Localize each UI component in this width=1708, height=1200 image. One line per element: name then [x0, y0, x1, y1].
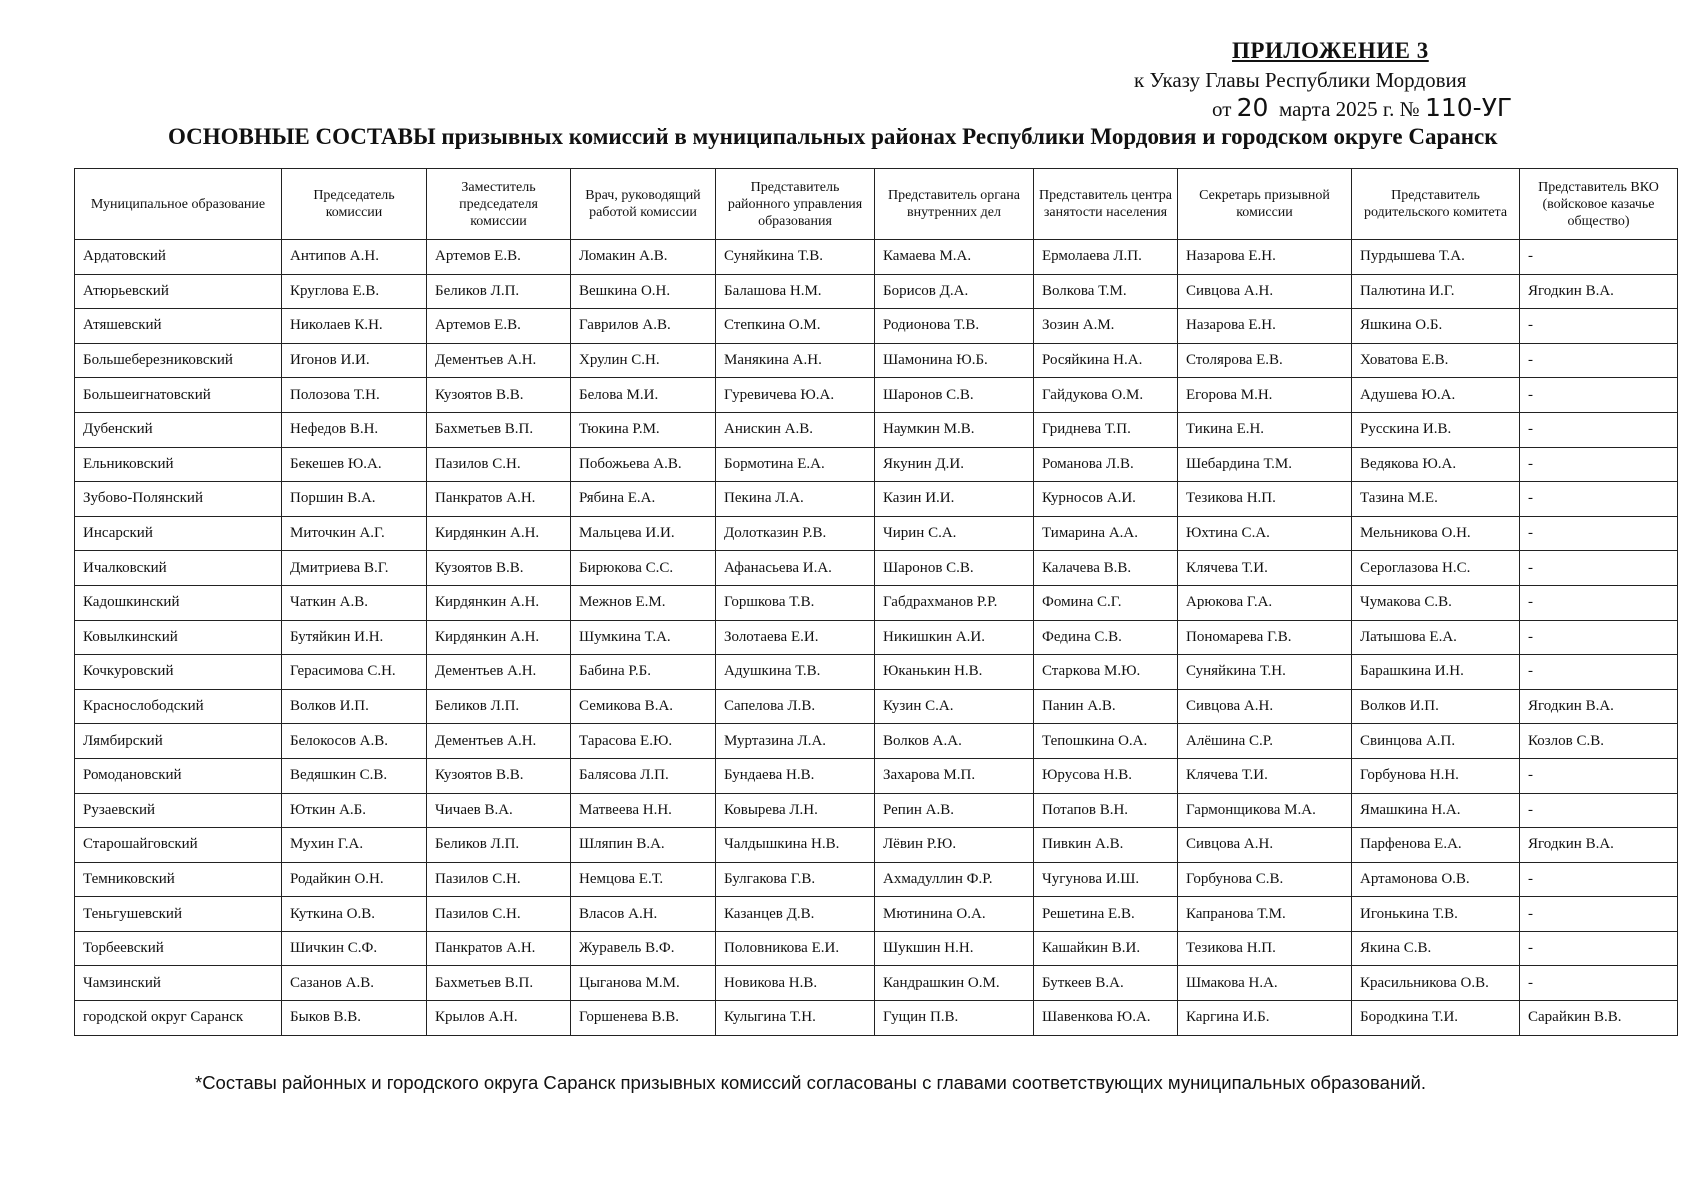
- table-row: [75, 724, 1678, 759]
- date-rest: марта 2025 г. №: [1278, 97, 1420, 121]
- member-cell: Балашова Н.М.: [716, 274, 875, 309]
- member-cell: Кирдянкин А.Н.: [427, 585, 571, 620]
- date-prefix: от: [1212, 97, 1232, 121]
- member-cell: Пекина Л.А.: [716, 482, 875, 517]
- member-cell: Зозин А.М.: [1034, 309, 1178, 344]
- municipality-cell: Чамзинский: [75, 966, 282, 1001]
- municipality-cell: Темниковский: [75, 862, 282, 897]
- member-cell: Долотказин Р.В.: [716, 516, 875, 551]
- member-cell: Вешкина О.Н.: [571, 274, 716, 309]
- table-row: [75, 274, 1678, 309]
- member-cell: Чалдышкина Н.В.: [716, 828, 875, 863]
- member-cell: Борисов Д.А.: [875, 274, 1034, 309]
- member-cell: Новикова Н.В.: [716, 966, 875, 1001]
- table-row: [75, 309, 1678, 344]
- member-cell: Белова М.И.: [571, 378, 716, 413]
- table-row: [75, 516, 1678, 551]
- member-cell: Волков И.П.: [1352, 689, 1520, 724]
- member-cell: Дементьев А.Н.: [427, 655, 571, 690]
- column-header: Заместитель председателя комиссии: [427, 169, 571, 240]
- member-cell: -: [1520, 551, 1678, 586]
- municipality-cell: Атяшевский: [75, 309, 282, 344]
- member-cell: Межнов Е.М.: [571, 585, 716, 620]
- municipality-cell: Инсарский: [75, 516, 282, 551]
- member-cell: Горшкова Т.В.: [716, 585, 875, 620]
- table-row: [75, 897, 1678, 932]
- member-cell: Степкина О.М.: [716, 309, 875, 344]
- member-cell: -: [1520, 620, 1678, 655]
- decree-date-line: [1212, 93, 1512, 122]
- member-cell: Побожьева А.В.: [571, 447, 716, 482]
- member-cell: Мельникова О.Н.: [1352, 516, 1520, 551]
- member-cell: Гриднева Т.П.: [1034, 412, 1178, 447]
- member-cell: Тезикова Н.П.: [1178, 482, 1352, 517]
- table-row: [75, 689, 1678, 724]
- member-cell: Бахметьев В.П.: [427, 966, 571, 1001]
- member-cell: Назарова Е.Н.: [1178, 240, 1352, 275]
- table-row: [75, 655, 1678, 690]
- member-cell: Бабина Р.Б.: [571, 655, 716, 690]
- table-row: [75, 862, 1678, 897]
- member-cell: Палютина И.Г.: [1352, 274, 1520, 309]
- member-cell: Юканькин Н.В.: [875, 655, 1034, 690]
- member-cell: Пономарева Г.В.: [1178, 620, 1352, 655]
- municipality-cell: Дубенский: [75, 412, 282, 447]
- member-cell: Артемов Е.В.: [427, 240, 571, 275]
- member-cell: -: [1520, 447, 1678, 482]
- member-cell: Ягодкин В.А.: [1520, 828, 1678, 863]
- member-cell: Беликов Л.П.: [427, 274, 571, 309]
- member-cell: Юрусова Н.В.: [1034, 758, 1178, 793]
- member-cell: Дементьев А.Н.: [427, 343, 571, 378]
- date-day: 20: [1236, 93, 1269, 122]
- appendix-title: ПРИЛОЖЕНИЕ 3: [1232, 38, 1429, 63]
- member-cell: Герасимова С.Н.: [282, 655, 427, 690]
- member-cell: Красильникова О.В.: [1352, 966, 1520, 1001]
- table-row: [75, 758, 1678, 793]
- column-header: Муниципальное образование: [75, 169, 282, 240]
- member-cell: -: [1520, 793, 1678, 828]
- member-cell: Афанасьева И.А.: [716, 551, 875, 586]
- member-cell: Кашайкин В.И.: [1034, 931, 1178, 966]
- member-cell: Бормотина Е.А.: [716, 447, 875, 482]
- member-cell: Репин А.В.: [875, 793, 1034, 828]
- member-cell: Захарова М.П.: [875, 758, 1034, 793]
- member-cell: Кузоятов В.В.: [427, 378, 571, 413]
- column-header: Представитель районного управления образования: [716, 169, 875, 240]
- member-cell: Журавель В.Ф.: [571, 931, 716, 966]
- member-cell: Латышова Е.А.: [1352, 620, 1520, 655]
- member-cell: Чаткин А.В.: [282, 585, 427, 620]
- member-cell: Тепошкина О.А.: [1034, 724, 1178, 759]
- member-cell: Дмитриева В.Г.: [282, 551, 427, 586]
- member-cell: Назарова Е.Н.: [1178, 309, 1352, 344]
- table-row: [75, 931, 1678, 966]
- member-cell: Чичаев В.А.: [427, 793, 571, 828]
- member-cell: Рябина Е.А.: [571, 482, 716, 517]
- member-cell: Адушкина Т.В.: [716, 655, 875, 690]
- municipality-cell: Торбеевский: [75, 931, 282, 966]
- member-cell: Шавенкова Ю.А.: [1034, 1001, 1178, 1036]
- member-cell: Тикина Е.Н.: [1178, 412, 1352, 447]
- table-row: [75, 1001, 1678, 1036]
- member-cell: Пазилов С.Н.: [427, 862, 571, 897]
- member-cell: Шичкин С.Ф.: [282, 931, 427, 966]
- member-cell: -: [1520, 412, 1678, 447]
- member-cell: Сазанов А.В.: [282, 966, 427, 1001]
- column-header: Представитель органа внутренних дел: [875, 169, 1034, 240]
- member-cell: Столярова Е.В.: [1178, 343, 1352, 378]
- member-cell: -: [1520, 758, 1678, 793]
- municipality-cell: Кочкуровский: [75, 655, 282, 690]
- member-cell: Нефедов В.Н.: [282, 412, 427, 447]
- table-row: [75, 240, 1678, 275]
- member-cell: Панкратов А.Н.: [427, 931, 571, 966]
- municipality-cell: Рузаевский: [75, 793, 282, 828]
- member-cell: Гущин П.В.: [875, 1001, 1034, 1036]
- member-cell: Чумакова С.В.: [1352, 585, 1520, 620]
- member-cell: Шаронов С.В.: [875, 551, 1034, 586]
- member-cell: Габдрахманов Р.Р.: [875, 585, 1034, 620]
- column-header: Врач, руководящий работой комиссии: [571, 169, 716, 240]
- member-cell: Ломакин А.В.: [571, 240, 716, 275]
- member-cell: Куткина О.В.: [282, 897, 427, 932]
- member-cell: Алёшина С.Р.: [1178, 724, 1352, 759]
- member-cell: Бекешев Ю.А.: [282, 447, 427, 482]
- member-cell: Шаронов С.В.: [875, 378, 1034, 413]
- table-row: [75, 378, 1678, 413]
- member-cell: Дементьев А.Н.: [427, 724, 571, 759]
- member-cell: Казин И.И.: [875, 482, 1034, 517]
- table-row: [75, 620, 1678, 655]
- member-cell: Калачева В.В.: [1034, 551, 1178, 586]
- member-cell: -: [1520, 240, 1678, 275]
- member-cell: Фомина С.Г.: [1034, 585, 1178, 620]
- member-cell: Буткеев В.А.: [1034, 966, 1178, 1001]
- member-cell: Шебардина Т.М.: [1178, 447, 1352, 482]
- municipality-cell: Атюрьевский: [75, 274, 282, 309]
- member-cell: Ермолаева Л.П.: [1034, 240, 1178, 275]
- member-cell: Ховатова Е.В.: [1352, 343, 1520, 378]
- member-cell: Антипов А.Н.: [282, 240, 427, 275]
- member-cell: Кирдянкин А.Н.: [427, 516, 571, 551]
- member-cell: Беликов Л.П.: [427, 828, 571, 863]
- member-cell: Бахметьев В.П.: [427, 412, 571, 447]
- member-cell: Ямашкина Н.А.: [1352, 793, 1520, 828]
- member-cell: -: [1520, 516, 1678, 551]
- member-cell: Игонькина Т.В.: [1352, 897, 1520, 932]
- member-cell: Потапов В.Н.: [1034, 793, 1178, 828]
- member-cell: Волков И.П.: [282, 689, 427, 724]
- member-cell: Булгакова Г.В.: [716, 862, 875, 897]
- member-cell: Ахмадуллин Ф.Р.: [875, 862, 1034, 897]
- member-cell: -: [1520, 966, 1678, 1001]
- table-row: [75, 828, 1678, 863]
- member-cell: Парфенова Е.А.: [1352, 828, 1520, 863]
- member-cell: -: [1520, 343, 1678, 378]
- member-cell: Горбунова Н.Н.: [1352, 758, 1520, 793]
- member-cell: Семикова В.А.: [571, 689, 716, 724]
- member-cell: -: [1520, 655, 1678, 690]
- member-cell: Суняйкина Т.В.: [716, 240, 875, 275]
- member-cell: Артамонова О.В.: [1352, 862, 1520, 897]
- commission-table: [74, 168, 1678, 1036]
- member-cell: Курносов А.И.: [1034, 482, 1178, 517]
- municipality-cell: Старошайговский: [75, 828, 282, 863]
- municipality-cell: Зубово-Полянский: [75, 482, 282, 517]
- member-cell: Наумкин М.В.: [875, 412, 1034, 447]
- member-cell: Кузоятов В.В.: [427, 551, 571, 586]
- decree-reference: к Указу Главы Республики Мордовия: [1134, 68, 1467, 92]
- municipality-cell: Большеберезниковский: [75, 343, 282, 378]
- member-cell: Шляпин В.А.: [571, 828, 716, 863]
- member-cell: Сапелова Л.В.: [716, 689, 875, 724]
- municipality-cell: Ковылкинский: [75, 620, 282, 655]
- member-cell: Егорова М.Н.: [1178, 378, 1352, 413]
- member-cell: Козлов С.В.: [1520, 724, 1678, 759]
- member-cell: Никишкин А.И.: [875, 620, 1034, 655]
- member-cell: Клячева Т.И.: [1178, 551, 1352, 586]
- member-cell: Ягодкин В.А.: [1520, 689, 1678, 724]
- member-cell: Николаев К.Н.: [282, 309, 427, 344]
- table-row: [75, 343, 1678, 378]
- member-cell: Решетина Е.В.: [1034, 897, 1178, 932]
- member-cell: Мальцева И.И.: [571, 516, 716, 551]
- column-header: Председатель комиссии: [282, 169, 427, 240]
- member-cell: Артемов Е.В.: [427, 309, 571, 344]
- footnote: *Составы районных и городского округа Саранск призывных комиссий согласованы с главами соответствующих муниципальных образований.: [195, 1072, 1426, 1093]
- member-cell: Золотаева Е.И.: [716, 620, 875, 655]
- table-row: [75, 793, 1678, 828]
- member-cell: Романова Л.В.: [1034, 447, 1178, 482]
- member-cell: Волков А.А.: [875, 724, 1034, 759]
- municipality-cell: городской округ Саранск: [75, 1001, 282, 1036]
- member-cell: Матвеева Н.Н.: [571, 793, 716, 828]
- decree-number: 110-УГ: [1424, 93, 1513, 122]
- member-cell: Якина С.В.: [1352, 931, 1520, 966]
- member-cell: Балясова Л.П.: [571, 758, 716, 793]
- member-cell: Тимарина А.А.: [1034, 516, 1178, 551]
- member-cell: Гуревичева Ю.А.: [716, 378, 875, 413]
- table-row: [75, 585, 1678, 620]
- member-cell: Полозова Т.Н.: [282, 378, 427, 413]
- member-cell: Власов А.Н.: [571, 897, 716, 932]
- member-cell: Сивцова А.Н.: [1178, 689, 1352, 724]
- member-cell: Белокосов А.В.: [282, 724, 427, 759]
- member-cell: Камаева М.А.: [875, 240, 1034, 275]
- member-cell: Адушева Ю.А.: [1352, 378, 1520, 413]
- table-row: [75, 551, 1678, 586]
- member-cell: Росяйкина Н.А.: [1034, 343, 1178, 378]
- member-cell: Свинцова А.П.: [1352, 724, 1520, 759]
- member-cell: -: [1520, 585, 1678, 620]
- municipality-cell: Большеигнатовский: [75, 378, 282, 413]
- table-row: [75, 447, 1678, 482]
- municipality-cell: Ромодановский: [75, 758, 282, 793]
- member-cell: Половникова Е.И.: [716, 931, 875, 966]
- member-cell: Пазилов С.Н.: [427, 897, 571, 932]
- table-body: [75, 240, 1678, 1036]
- member-cell: Яшкина О.Б.: [1352, 309, 1520, 344]
- member-cell: Юхтина С.А.: [1178, 516, 1352, 551]
- member-cell: Родайкин О.Н.: [282, 862, 427, 897]
- member-cell: Казанцев Д.В.: [716, 897, 875, 932]
- member-cell: Гайдукова О.М.: [1034, 378, 1178, 413]
- member-cell: Бутяйкин И.Н.: [282, 620, 427, 655]
- member-cell: Тюкина Р.М.: [571, 412, 716, 447]
- member-cell: Цыганова М.М.: [571, 966, 716, 1001]
- member-cell: Тезикова Н.П.: [1178, 931, 1352, 966]
- member-cell: Волкова Т.М.: [1034, 274, 1178, 309]
- member-cell: Клячева Т.И.: [1178, 758, 1352, 793]
- member-cell: -: [1520, 482, 1678, 517]
- member-cell: Горбунова С.В.: [1178, 862, 1352, 897]
- table-row: [75, 412, 1678, 447]
- member-cell: Ягодкин В.А.: [1520, 274, 1678, 309]
- member-cell: Якунин Д.И.: [875, 447, 1034, 482]
- member-cell: Барашкина И.Н.: [1352, 655, 1520, 690]
- member-cell: Арюкова Г.А.: [1178, 585, 1352, 620]
- member-cell: Кирдянкин А.Н.: [427, 620, 571, 655]
- column-header: Представитель центра занятости населения: [1034, 169, 1178, 240]
- municipality-cell: Ельниковский: [75, 447, 282, 482]
- member-cell: Кулыгина Т.Н.: [716, 1001, 875, 1036]
- member-cell: Пивкин А.В.: [1034, 828, 1178, 863]
- member-cell: Миточкин А.Г.: [282, 516, 427, 551]
- member-cell: Русскина И.В.: [1352, 412, 1520, 447]
- member-cell: Пазилов С.Н.: [427, 447, 571, 482]
- member-cell: Бородкина Т.И.: [1352, 1001, 1520, 1036]
- member-cell: Бирюкова С.С.: [571, 551, 716, 586]
- member-cell: Горшенева В.В.: [571, 1001, 716, 1036]
- member-cell: Хрулин С.Н.: [571, 343, 716, 378]
- table-row: [75, 482, 1678, 517]
- municipality-cell: Краснослободский: [75, 689, 282, 724]
- member-cell: Немцова Е.Т.: [571, 862, 716, 897]
- member-cell: Чугунова И.Ш.: [1034, 862, 1178, 897]
- member-cell: Гармонщикова М.А.: [1178, 793, 1352, 828]
- member-cell: Чирин С.А.: [875, 516, 1034, 551]
- member-cell: Кандрашкин О.М.: [875, 966, 1034, 1001]
- member-cell: -: [1520, 309, 1678, 344]
- member-cell: Мухин Г.А.: [282, 828, 427, 863]
- member-cell: Юткин А.Б.: [282, 793, 427, 828]
- member-cell: Шмакова Н.А.: [1178, 966, 1352, 1001]
- member-cell: -: [1520, 897, 1678, 932]
- member-cell: Быков В.В.: [282, 1001, 427, 1036]
- member-cell: Тарасова Е.Ю.: [571, 724, 716, 759]
- member-cell: Сивцова А.Н.: [1178, 274, 1352, 309]
- column-header: Представитель ВКО (войсковое казачье общество): [1520, 169, 1678, 240]
- member-cell: Бундаева Н.В.: [716, 758, 875, 793]
- member-cell: Федина С.В.: [1034, 620, 1178, 655]
- member-cell: Ковырева Л.Н.: [716, 793, 875, 828]
- municipality-cell: Кадошкинский: [75, 585, 282, 620]
- member-cell: Тазина М.Е.: [1352, 482, 1520, 517]
- member-cell: Муртазина Л.А.: [716, 724, 875, 759]
- member-cell: Кузоятов В.В.: [427, 758, 571, 793]
- member-cell: Кузин С.А.: [875, 689, 1034, 724]
- member-cell: Панкратов А.Н.: [427, 482, 571, 517]
- municipality-cell: Ичалковский: [75, 551, 282, 586]
- member-cell: Крылов А.Н.: [427, 1001, 571, 1036]
- member-cell: Анискин А.В.: [716, 412, 875, 447]
- member-cell: Игонов И.И.: [282, 343, 427, 378]
- table-row: [75, 966, 1678, 1001]
- member-cell: Родионова Т.В.: [875, 309, 1034, 344]
- municipality-cell: Теньгушевский: [75, 897, 282, 932]
- member-cell: Мютинина О.А.: [875, 897, 1034, 932]
- member-cell: Шукшин Н.Н.: [875, 931, 1034, 966]
- member-cell: Манякина А.Н.: [716, 343, 875, 378]
- member-cell: Лёвин Р.Ю.: [875, 828, 1034, 863]
- member-cell: Пурдышева Т.А.: [1352, 240, 1520, 275]
- member-cell: Сероглазова Н.С.: [1352, 551, 1520, 586]
- member-cell: Сарайкин В.В.: [1520, 1001, 1678, 1036]
- member-cell: Беликов Л.П.: [427, 689, 571, 724]
- member-cell: Шумкина Т.А.: [571, 620, 716, 655]
- member-cell: Капранова Т.М.: [1178, 897, 1352, 932]
- member-cell: Сивцова А.Н.: [1178, 828, 1352, 863]
- municipality-cell: Лямбирский: [75, 724, 282, 759]
- member-cell: Старкова М.Ю.: [1034, 655, 1178, 690]
- member-cell: Шамонина Ю.Б.: [875, 343, 1034, 378]
- document-title: ОСНОВНЫЕ СОСТАВЫ призывных комиссий в муниципальных районах Республики Мордовия и городском округе Саранск: [168, 124, 1498, 149]
- member-cell: -: [1520, 378, 1678, 413]
- member-cell: -: [1520, 862, 1678, 897]
- member-cell: Поршин В.А.: [282, 482, 427, 517]
- member-cell: Гаврилов А.В.: [571, 309, 716, 344]
- municipality-cell: Ардатовский: [75, 240, 282, 275]
- member-cell: Суняйкина Т.Н.: [1178, 655, 1352, 690]
- column-header: Представитель родительского комитета: [1352, 169, 1520, 240]
- member-cell: Ведяшкин С.В.: [282, 758, 427, 793]
- member-cell: -: [1520, 931, 1678, 966]
- member-cell: Каргина И.Б.: [1178, 1001, 1352, 1036]
- member-cell: Ведякова Ю.А.: [1352, 447, 1520, 482]
- member-cell: Круглова Е.В.: [282, 274, 427, 309]
- table-header-row: [75, 169, 1678, 240]
- column-header: Секретарь призывной комиссии: [1178, 169, 1352, 240]
- member-cell: Панин А.В.: [1034, 689, 1178, 724]
